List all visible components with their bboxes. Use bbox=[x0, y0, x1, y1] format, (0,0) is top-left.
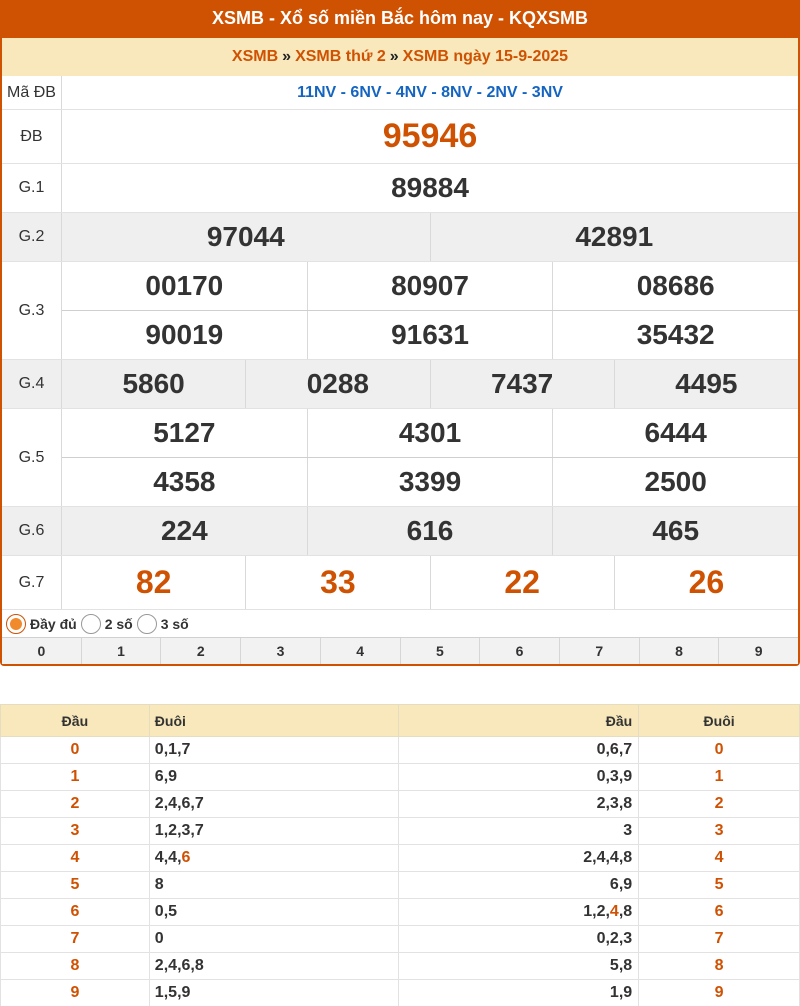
special-code: 11NV - 6NV - 4NV - 8NV - 2NV - 3NV bbox=[297, 83, 563, 101]
header-dau: Đầu bbox=[1, 705, 150, 737]
radio-icon[interactable] bbox=[81, 614, 101, 634]
tail-list: 0,5 bbox=[149, 899, 399, 926]
row-label: G.7 bbox=[2, 556, 62, 609]
row-g1 bbox=[2, 163, 798, 212]
table-row bbox=[1, 737, 800, 764]
loto-digit: 9 bbox=[181, 984, 191, 1001]
breadcrumb-link-date[interactable]: XSMB ngày 15-9-2025 bbox=[402, 48, 569, 65]
prize-number: 0288 bbox=[245, 360, 429, 408]
page-title: XSMB - Xổ số miền Bắc hôm nay - KQXSMB bbox=[0, 0, 800, 38]
head-list: 1,9 bbox=[399, 980, 639, 1006]
breadcrumb-separator: » bbox=[282, 48, 292, 65]
tail-list: 0,1,7 bbox=[149, 737, 399, 764]
head-list bbox=[399, 818, 639, 845]
option-label: Đầy đủ bbox=[30, 615, 77, 632]
prize-number: 4358 bbox=[153, 466, 216, 497]
loto-digit: 8 bbox=[623, 849, 633, 866]
loto-digit: 1 bbox=[168, 741, 178, 758]
loto-digit: 3 bbox=[609, 795, 619, 812]
head-digit: 4 bbox=[1, 845, 150, 872]
tail-digit: 3 bbox=[639, 818, 800, 845]
table-row bbox=[1, 953, 800, 980]
loto-digit: 4 bbox=[168, 957, 178, 974]
row-label: ĐB bbox=[2, 110, 62, 163]
digit-filter-9[interactable]: 9 bbox=[718, 638, 798, 664]
loto-digit: 3 bbox=[609, 768, 619, 785]
tail-list: 4,4,6 bbox=[149, 845, 399, 872]
loto-digit: 4 bbox=[609, 903, 619, 920]
digit-filter-2[interactable]: 2 bbox=[160, 638, 240, 664]
row-label: G.5 bbox=[2, 409, 62, 506]
prize-number: 97044 bbox=[206, 221, 285, 252]
option-full[interactable] bbox=[6, 614, 77, 634]
tail-digit: 5 bbox=[639, 872, 800, 899]
digit-filter-8[interactable]: 8 bbox=[639, 638, 719, 664]
loto-digit: 1 bbox=[154, 984, 164, 1001]
tail-digit: 0 bbox=[639, 737, 800, 764]
loto-digit: 2 bbox=[168, 822, 178, 839]
prize-number: 08686 bbox=[552, 262, 798, 310]
prize-number: 82 bbox=[135, 564, 172, 600]
loto-digit: 4 bbox=[154, 849, 164, 866]
loto-digit: 9 bbox=[168, 768, 178, 785]
head-list: 5,8 bbox=[399, 953, 639, 980]
loto-digit: 1 bbox=[583, 903, 593, 920]
prize-number: 5127 bbox=[153, 417, 216, 448]
prize-grid bbox=[2, 76, 798, 609]
header-duoi-right: Đuôi bbox=[639, 705, 800, 737]
row-label: G.2 bbox=[2, 213, 62, 261]
prize-number: 616 bbox=[307, 507, 553, 555]
display-options bbox=[2, 609, 798, 637]
prize-number: 6444 bbox=[552, 409, 798, 457]
digit-filter bbox=[2, 637, 798, 664]
prize-number: 465 bbox=[552, 507, 798, 555]
digit-filter-7[interactable]: 7 bbox=[559, 638, 639, 664]
loto-digit: 8 bbox=[194, 957, 204, 974]
head-list: 6,9 bbox=[399, 872, 639, 899]
header-dau-right: Đầu bbox=[399, 705, 639, 737]
digit-filter-3[interactable]: 3 bbox=[240, 638, 320, 664]
loto-header-row bbox=[1, 705, 800, 737]
loto-digit: 2 bbox=[596, 795, 606, 812]
option-3-digits[interactable] bbox=[137, 614, 189, 634]
loto-digit: 2 bbox=[154, 795, 164, 812]
loto-digit: 2 bbox=[609, 930, 619, 947]
loto-digit: 2 bbox=[583, 849, 593, 866]
row-label: G.6 bbox=[2, 507, 62, 555]
tail-list bbox=[149, 872, 399, 899]
prize-number: 35432 bbox=[552, 311, 798, 359]
option-2-digits[interactable] bbox=[81, 614, 133, 634]
loto-digit: 7 bbox=[181, 741, 191, 758]
loto-digit: 8 bbox=[623, 795, 633, 812]
loto-table bbox=[0, 704, 800, 1006]
prize-number: 89884 bbox=[391, 172, 469, 203]
prize-number: 4495 bbox=[614, 360, 798, 408]
head-digit: 8 bbox=[1, 953, 150, 980]
prize-number: 22 bbox=[430, 556, 614, 609]
digit-filter-4[interactable]: 4 bbox=[320, 638, 400, 664]
row-db bbox=[2, 109, 798, 163]
prize-number: 5860 bbox=[122, 368, 185, 399]
loto-digit: 3 bbox=[181, 822, 191, 839]
tail-digit: 2 bbox=[639, 791, 800, 818]
loto-digit: 5 bbox=[609, 957, 619, 974]
table-row bbox=[1, 791, 800, 818]
prize-number: 4301 bbox=[307, 409, 553, 457]
prize-number: 33 bbox=[245, 556, 429, 609]
head-digit: 6 bbox=[1, 899, 150, 926]
tail-digit: 7 bbox=[639, 926, 800, 953]
head-digit: 5 bbox=[1, 872, 150, 899]
loto-digit: 0 bbox=[596, 768, 606, 785]
row-label: G.3 bbox=[2, 262, 62, 359]
loto-digit: 0 bbox=[154, 930, 164, 947]
breadcrumb bbox=[2, 38, 798, 76]
head-list: 2,4,4,8 bbox=[399, 845, 639, 872]
prize-number: 42891 bbox=[430, 213, 799, 261]
digit-filter-6[interactable]: 6 bbox=[479, 638, 559, 664]
head-digit: 7 bbox=[1, 926, 150, 953]
row-g4 bbox=[2, 359, 798, 408]
prize-number: 26 bbox=[614, 556, 798, 609]
prize-number: 7437 bbox=[430, 360, 614, 408]
table-row bbox=[1, 980, 800, 1006]
table-row bbox=[1, 899, 800, 926]
row-g7 bbox=[2, 555, 798, 609]
row-g6 bbox=[2, 506, 798, 555]
special-prize-number: 95946 bbox=[382, 117, 478, 155]
loto-digit: 6 bbox=[609, 741, 619, 758]
tail-digit: 9 bbox=[639, 980, 800, 1006]
tail-list: 1,5,9 bbox=[149, 980, 399, 1006]
tail-list bbox=[149, 926, 399, 953]
header-duoi: Đuôi bbox=[149, 705, 399, 737]
table-row bbox=[1, 872, 800, 899]
head-digit: 1 bbox=[1, 764, 150, 791]
prize-number: 224 bbox=[160, 515, 208, 546]
head-list: 1,2,4,8 bbox=[399, 899, 639, 926]
loto-digit: 1 bbox=[609, 984, 619, 1001]
radio-selected-icon[interactable] bbox=[6, 614, 26, 634]
table-row bbox=[1, 926, 800, 953]
prize-number: 3399 bbox=[307, 458, 553, 506]
row-label: Mã ĐB bbox=[2, 76, 62, 109]
loto-digit: 6 bbox=[154, 768, 164, 785]
digit-filter-0[interactable]: 0 bbox=[37, 643, 46, 659]
loto-digit: 5 bbox=[168, 984, 178, 1001]
tail-digit: 8 bbox=[639, 953, 800, 980]
loto-digit: 0 bbox=[154, 741, 164, 758]
loto-digit: 6 bbox=[181, 849, 191, 866]
tail-list: 2,4,6,7 bbox=[149, 791, 399, 818]
digit-filter-1[interactable]: 1 bbox=[81, 638, 161, 664]
row-g2 bbox=[2, 212, 798, 261]
loto-digit: 8 bbox=[623, 903, 633, 920]
prize-number: 00170 bbox=[145, 270, 224, 301]
head-digit: 9 bbox=[1, 980, 150, 1006]
loto-digit: 8 bbox=[623, 957, 633, 974]
breadcrumb-link-weekday[interactable]: XSMB thứ 2 bbox=[295, 48, 386, 65]
head-digit: 3 bbox=[1, 818, 150, 845]
breadcrumb-link-xsmb[interactable]: XSMB bbox=[231, 48, 279, 65]
loto-digit: 3 bbox=[623, 822, 633, 839]
head-list: 2,3,8 bbox=[399, 791, 639, 818]
table-row bbox=[1, 764, 800, 791]
row-label: G.4 bbox=[2, 360, 62, 408]
table-row bbox=[1, 818, 800, 845]
loto-body bbox=[1, 737, 800, 1006]
loto-digit: 9 bbox=[623, 876, 633, 893]
tail-list: 6,9 bbox=[149, 764, 399, 791]
row-g3 bbox=[2, 261, 798, 359]
loto-digit: 1 bbox=[154, 822, 164, 839]
loto-digit: 9 bbox=[623, 768, 633, 785]
prize-number: 80907 bbox=[307, 262, 553, 310]
prize-number: 2500 bbox=[552, 458, 798, 506]
loto-digit: 2 bbox=[154, 957, 164, 974]
loto-digit: 0 bbox=[596, 930, 606, 947]
loto-digit: 9 bbox=[623, 984, 633, 1001]
head-digit: 0 bbox=[1, 737, 150, 764]
option-label: 3 số bbox=[160, 615, 189, 632]
head-list: 0,2,3 bbox=[399, 926, 639, 953]
tail-digit: 1 bbox=[639, 764, 800, 791]
prize-number: 91631 bbox=[307, 311, 553, 359]
head-list: 0,6,7 bbox=[399, 737, 639, 764]
loto-digit: 2 bbox=[596, 903, 606, 920]
digit-filter-5[interactable]: 5 bbox=[400, 638, 480, 664]
row-label: G.1 bbox=[2, 164, 62, 212]
head-list: 0,3,9 bbox=[399, 764, 639, 791]
row-g5 bbox=[2, 408, 798, 506]
loto-digit: 0 bbox=[596, 741, 606, 758]
loto-digit: 4 bbox=[168, 795, 178, 812]
loto-digit: 4 bbox=[168, 849, 178, 866]
loto-digit: 7 bbox=[623, 741, 633, 758]
tail-list: 1,2,3,7 bbox=[149, 818, 399, 845]
head-digit: 2 bbox=[1, 791, 150, 818]
loto-digit: 6 bbox=[181, 795, 191, 812]
loto-digit: 8 bbox=[154, 876, 164, 893]
row-ma-db bbox=[2, 76, 798, 109]
breadcrumb-separator: » bbox=[389, 48, 399, 65]
tail-list: 2,4,6,8 bbox=[149, 953, 399, 980]
loto-digit: 3 bbox=[623, 930, 633, 947]
loto-digit: 7 bbox=[194, 795, 204, 812]
tail-digit: 4 bbox=[639, 845, 800, 872]
table-row bbox=[1, 845, 800, 872]
loto-digit: 7 bbox=[194, 822, 204, 839]
radio-icon[interactable] bbox=[137, 614, 157, 634]
loto-digit: 4 bbox=[609, 849, 619, 866]
loto-digit: 5 bbox=[168, 903, 178, 920]
loto-digit: 4 bbox=[596, 849, 606, 866]
tail-digit: 6 bbox=[639, 899, 800, 926]
loto-digit: 0 bbox=[154, 903, 164, 920]
prize-number: 90019 bbox=[145, 319, 224, 350]
loto-digit: 6 bbox=[609, 876, 619, 893]
loto-digit: 6 bbox=[181, 957, 191, 974]
option-label: 2 số bbox=[104, 615, 133, 632]
